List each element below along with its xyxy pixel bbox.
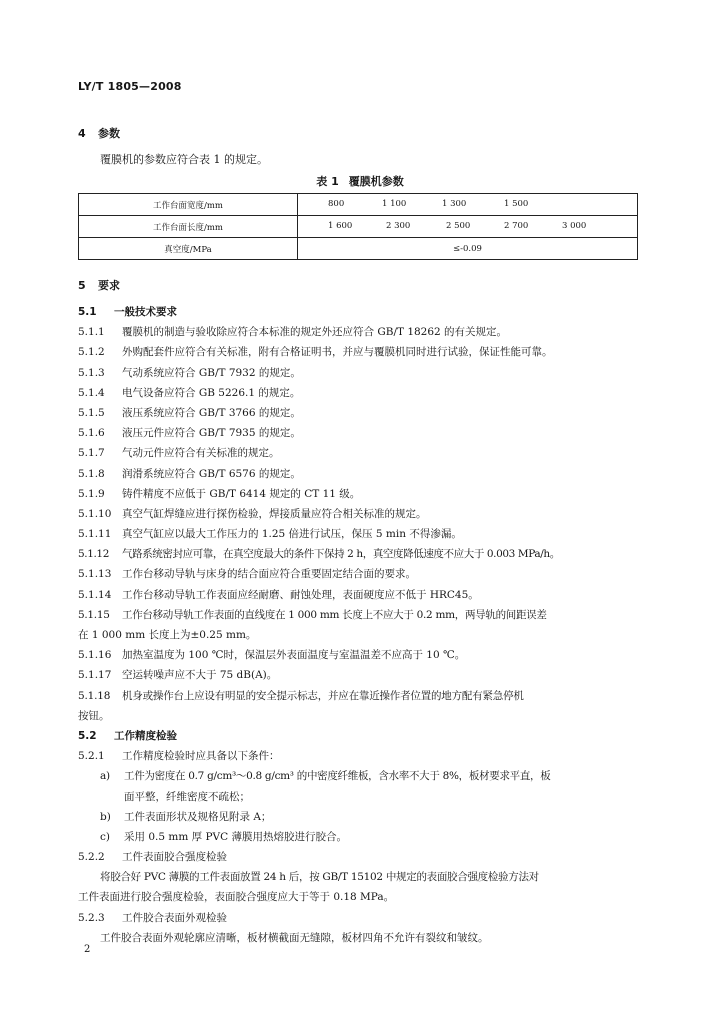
list-item: 5.1.7 气动元件应符合有关标准的规定。 [78,447,280,460]
section-title: 要求 [98,279,120,292]
condition-item: a) 工件为密度在 0.7 g/cm³～0.8 g/cm³ 的中密度纤维板，含水率不大于 8%，板材要求平直，板 [100,770,551,783]
list-item: 5.1.5 液压系统应符合 GB/T 3766 的规定。 [78,406,301,419]
list-item-continuation: 按钮。 [78,709,110,722]
list-item: 5.1.18 机身或操作台上应设有明显的安全提示标志，并应在靠近操作者位置的地方配有紧急停机 [78,689,524,702]
table-cell: 1 600 [328,221,353,231]
list-item: 5.1.1 覆膜机的制造与验收除应符合本标准的规定外还应符合 GB/T 18262 的有关规定。 [78,326,508,339]
list-item: 5.1.8 润滑系统应符合 GB/T 6576 的规定。 [78,467,301,480]
table-caption-title: 覆膜机参数 [348,175,404,188]
paragraph-line: 工件胶合表面外观轮廓应清晰，板材横截面无缝隙，板材四角不允许有裂纹和皱纹。 [100,931,489,944]
section-number: 5 [78,279,86,292]
list-item: 5.1.11 真空气缸应以最大工作压力的 1.25 倍进行试压，保压 5 min 不得渗漏。 [78,528,462,541]
subsection-heading: 5.2.3 工件胶合表面外观检验 [78,911,227,924]
condition-item: b) 工件表面形状及规格见附录 A； [100,810,272,823]
list-item: 5.1.13 工作台移动导轨与床身的结合面应符合重要固定结合面的要求。 [78,568,416,581]
list-item-continuation: 在 1 000 mm 长度上为±0.25 mm。 [78,629,257,641]
list-item: 5.1.15 工作台移动导轨工作表面的直线度在 1 000 mm 长度上不应大于 0.2 mm，两导轨的间距误差 [78,608,547,621]
section-4-paragraph: 覆膜机的参数应符合表 1 的规定。 [100,153,268,166]
paragraph-line: 将胶合好 PVC 薄膜的工件表面放置 24 h 后，按 GB/T 15102 中规定的表面胶合强度检验方法对 [100,871,539,884]
table-cell: ≤-0.09 [298,238,638,260]
list-item: 5.1.17 空运转噪声应不大于 75 dB(A)。 [78,669,278,682]
table-cell: 2 300 [386,221,411,231]
list-item: 5.1.12 气路系统密封应可靠，在真空度最大的条件下保持 2 h，真空度降低速度不应大于 0.003 MPa/h。 [78,548,560,561]
list-item: 5.1.10 真空气缸焊缝应进行探伤检验，焊接质量应符合相关标准的规定。 [78,507,427,520]
list-item: 5.1.3 气动系统应符合 GB/T 7932 的规定。 [78,366,301,379]
table-row-label: 工作台面长度/mm [79,216,298,238]
table-caption [0,173,720,189]
table-caption-label: 表 1 [316,175,339,188]
requirements-body [78,302,640,948]
section-4-heading [78,125,120,141]
list-item: 5.1.16 加热室温度为 100 ℃时，保温层外表面温度与室温温差不应高于 10 ℃。 [78,649,466,662]
subsection-heading: 5.2 工作精度检验 [78,729,177,742]
standard-code: LY/T 1805—2008 [78,80,182,93]
list-item: 5.1.4 电气设备应符合 GB 5226.1 的规定。 [78,386,301,399]
paragraph-line: 工件表面进行胶合强度检验，表面胶合强度应大于等于 0.18 MPa。 [78,891,395,904]
table-cell: 1 500 [504,199,529,209]
list-item: 5.1.9 铸件精度不应低于 GB/T 6414 规定的 CT 11 级。 [78,487,361,500]
table-cell: 1 100 [382,199,407,209]
table-cell: 2 700 [504,221,529,231]
list-item: 5.2.1 工作精度检验时应具备以下条件： [78,750,280,763]
table-row [79,216,638,238]
condition-item-continuation: 面平整，纤维密度不疏松； [124,790,250,803]
parameters-table [78,193,638,260]
table-cell: 1 300 [442,199,467,209]
list-item: 5.1.2 外购配套件应符合有关标准，附有合格证明书，并应与覆膜机同时进行试验，保证性能可靠。 [78,346,553,359]
section-title: 参数 [98,127,120,140]
section-number: 4 [78,127,86,140]
table-cell: 800 [328,199,345,209]
page-number: 2 [84,944,91,955]
table-row-label: 真空度/MPa [79,238,298,260]
table-cell: 2 500 [446,221,471,231]
table-cell: 3 000 [562,221,587,231]
subsection-heading: 5.1 一般技术要求 [78,306,177,318]
condition-item: c) 采用 0.5 mm 厚 PVC 薄膜用热熔胶进行胶合。 [100,830,347,843]
table-row-label: 工作台面宽度/mm [79,194,298,216]
subsection-heading: 5.2.2 工件表面胶合强度检验 [78,851,227,864]
section-5-heading [78,277,120,293]
table-row [79,194,638,216]
table-row [79,238,638,260]
list-item: 5.1.6 液压元件应符合 GB/T 7935 的规定。 [78,427,301,440]
list-item: 5.1.14 工作台移动导轨工作表面应经耐磨、耐蚀处理，表面硬度应不低于 HRC45。 [78,588,479,601]
